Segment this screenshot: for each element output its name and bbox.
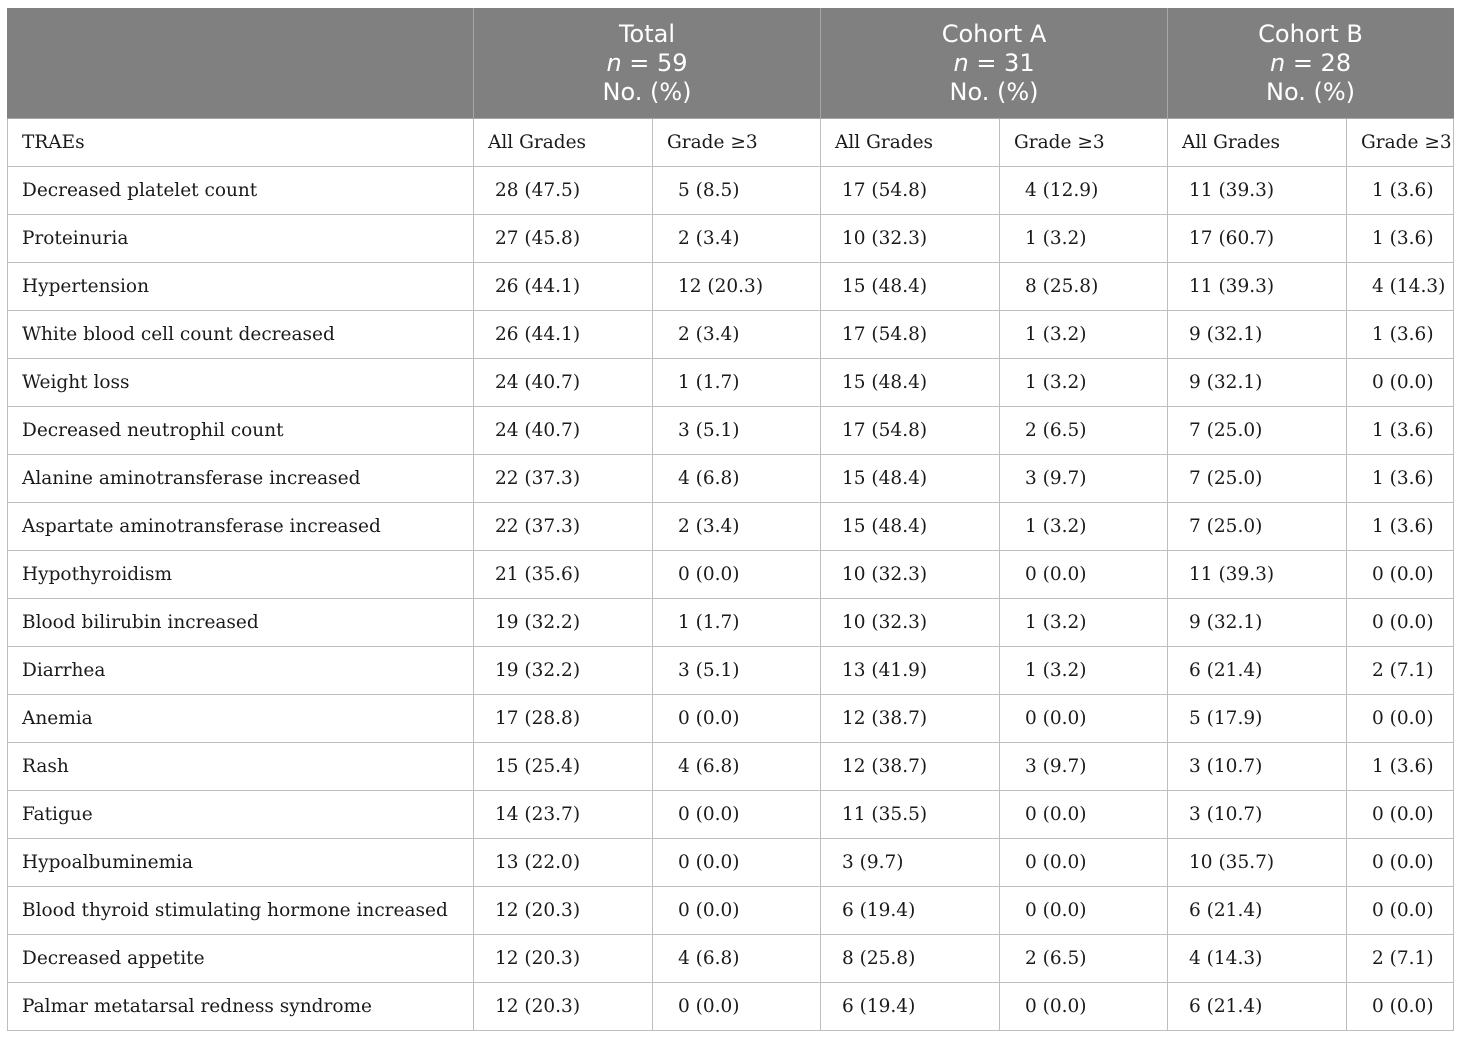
- cell-total-grade3: 3 (5.1): [653, 647, 821, 695]
- subheader-cohort-b-grade3: Grade ≥3: [1347, 119, 1454, 167]
- cell-cohort-b-all-grades: 3 (10.7): [1168, 791, 1347, 839]
- cell-total-grade3: 12 (20.3): [653, 263, 821, 311]
- cell-total-grade3: 0 (0.0): [653, 695, 821, 743]
- table-row: [8, 503, 1454, 551]
- cell-cohort-b-all-grades: 5 (17.9): [1168, 695, 1347, 743]
- cell-trae-name: Decreased platelet count: [8, 167, 474, 215]
- table-row: [8, 359, 1454, 407]
- cell-cohort-a-all-grades: 15 (48.4): [821, 455, 1000, 503]
- cell-cohort-a-grade3: 2 (6.5): [1000, 935, 1168, 983]
- cell-total-all-grades: 19 (32.2): [474, 647, 653, 695]
- cell-cohort-a-all-grades: 12 (38.7): [821, 695, 1000, 743]
- cell-cohort-a-all-grades: 17 (54.8): [821, 167, 1000, 215]
- group-header-row: [8, 9, 1454, 119]
- cell-trae-name: Alanine aminotransferase increased: [8, 455, 474, 503]
- cell-trae-name: White blood cell count decreased: [8, 311, 474, 359]
- cell-cohort-a-all-grades: 17 (54.8): [821, 407, 1000, 455]
- group-header-cohort-b: [1168, 9, 1454, 119]
- table-row: [8, 791, 1454, 839]
- cell-cohort-a-grade3: 4 (12.9): [1000, 167, 1168, 215]
- cell-trae-name: Palmar metatarsal redness syndrome: [8, 983, 474, 1031]
- table-row: [8, 455, 1454, 503]
- cell-cohort-b-grade3: 0 (0.0): [1347, 599, 1454, 647]
- cell-total-all-grades: 19 (32.2): [474, 599, 653, 647]
- cell-trae-name: Anemia: [8, 695, 474, 743]
- cell-trae-name: Hypoalbuminemia: [8, 839, 474, 887]
- cell-total-grade3: 0 (0.0): [653, 551, 821, 599]
- cell-trae-name: Decreased neutrophil count: [8, 407, 474, 455]
- group-title: Cohort B: [1258, 20, 1363, 48]
- trae-table: [7, 8, 1454, 1031]
- cell-total-all-grades: 17 (28.8): [474, 695, 653, 743]
- group-title: Cohort A: [941, 20, 1047, 48]
- cell-total-grade3: 1 (1.7): [653, 359, 821, 407]
- cell-total-all-grades: 21 (35.6): [474, 551, 653, 599]
- cell-cohort-b-grade3: 0 (0.0): [1347, 791, 1454, 839]
- group-n: n = 59: [606, 49, 688, 77]
- cell-cohort-a-all-grades: 15 (48.4): [821, 263, 1000, 311]
- cell-trae-name: Blood thyroid stimulating hormone increased: [8, 887, 474, 935]
- cell-total-grade3: 4 (6.8): [653, 455, 821, 503]
- cell-total-all-grades: 28 (47.5): [474, 167, 653, 215]
- cell-cohort-b-all-grades: 3 (10.7): [1168, 743, 1347, 791]
- empty-corner-cell: [8, 9, 474, 119]
- cell-total-all-grades: 13 (22.0): [474, 839, 653, 887]
- cell-total-grade3: 2 (3.4): [653, 215, 821, 263]
- cell-cohort-b-grade3: 0 (0.0): [1347, 551, 1454, 599]
- cell-cohort-b-grade3: 0 (0.0): [1347, 695, 1454, 743]
- cell-trae-name: Diarrhea: [8, 647, 474, 695]
- cell-trae-name: Aspartate aminotransferase increased: [8, 503, 474, 551]
- cell-total-grade3: 0 (0.0): [653, 839, 821, 887]
- table-row: [8, 215, 1454, 263]
- cell-cohort-a-grade3: 8 (25.8): [1000, 263, 1168, 311]
- cell-cohort-b-grade3: 1 (3.6): [1347, 503, 1454, 551]
- cell-total-all-grades: 15 (25.4): [474, 743, 653, 791]
- cell-trae-name: Fatigue: [8, 791, 474, 839]
- cell-cohort-a-grade3: 1 (3.2): [1000, 599, 1168, 647]
- cell-cohort-a-all-grades: 3 (9.7): [821, 839, 1000, 887]
- cell-total-all-grades: 12 (20.3): [474, 887, 653, 935]
- cell-cohort-b-grade3: 1 (3.6): [1347, 167, 1454, 215]
- cell-cohort-b-all-grades: 11 (39.3): [1168, 167, 1347, 215]
- table-body: [8, 119, 1454, 1031]
- cell-trae-name: Decreased appetite: [8, 935, 474, 983]
- cell-cohort-a-grade3: 1 (3.2): [1000, 647, 1168, 695]
- cell-cohort-a-all-grades: 10 (32.3): [821, 215, 1000, 263]
- cell-total-all-grades: 14 (23.7): [474, 791, 653, 839]
- cell-total-all-grades: 12 (20.3): [474, 935, 653, 983]
- cell-cohort-b-grade3: 0 (0.0): [1347, 983, 1454, 1031]
- cell-cohort-a-all-grades: 10 (32.3): [821, 551, 1000, 599]
- cell-cohort-b-grade3: 1 (3.6): [1347, 455, 1454, 503]
- cell-trae-name: Rash: [8, 743, 474, 791]
- cell-cohort-b-grade3: 0 (0.0): [1347, 887, 1454, 935]
- cell-cohort-b-all-grades: 11 (39.3): [1168, 263, 1347, 311]
- table-row: [8, 407, 1454, 455]
- cell-cohort-b-grade3: 2 (7.1): [1347, 935, 1454, 983]
- table-row: [8, 743, 1454, 791]
- cell-trae-name: Hypothyroidism: [8, 551, 474, 599]
- subheader-traes: TRAEs: [8, 119, 474, 167]
- cell-trae-name: Weight loss: [8, 359, 474, 407]
- cell-cohort-b-grade3: 0 (0.0): [1347, 359, 1454, 407]
- cell-cohort-b-all-grades: 7 (25.0): [1168, 503, 1347, 551]
- table-row: [8, 647, 1454, 695]
- cell-total-all-grades: 26 (44.1): [474, 311, 653, 359]
- cell-cohort-a-grade3: 2 (6.5): [1000, 407, 1168, 455]
- cell-cohort-a-all-grades: 6 (19.4): [821, 887, 1000, 935]
- group-unit: No. (%): [949, 78, 1039, 106]
- group-unit: No. (%): [1266, 78, 1356, 106]
- cell-cohort-a-grade3: 0 (0.0): [1000, 695, 1168, 743]
- group-n: n = 28: [1269, 49, 1352, 77]
- cell-total-all-grades: 22 (37.3): [474, 503, 653, 551]
- cell-cohort-a-grade3: 0 (0.0): [1000, 983, 1168, 1031]
- cell-cohort-b-grade3: 2 (7.1): [1347, 647, 1454, 695]
- cell-cohort-b-grade3: 4 (14.3): [1347, 263, 1454, 311]
- cell-total-grade3: 2 (3.4): [653, 311, 821, 359]
- cell-cohort-b-all-grades: 9 (32.1): [1168, 311, 1347, 359]
- cell-cohort-a-grade3: 3 (9.7): [1000, 743, 1168, 791]
- subheader-cohort-b-all-grades: All Grades: [1168, 119, 1347, 167]
- cell-cohort-b-grade3: 1 (3.6): [1347, 215, 1454, 263]
- cell-cohort-a-all-grades: 17 (54.8): [821, 311, 1000, 359]
- group-title: Total: [618, 20, 676, 48]
- cell-cohort-a-grade3: 0 (0.0): [1000, 551, 1168, 599]
- cell-cohort-b-all-grades: 6 (21.4): [1168, 983, 1347, 1031]
- cell-total-grade3: 1 (1.7): [653, 599, 821, 647]
- cell-total-all-grades: 22 (37.3): [474, 455, 653, 503]
- table-row: [8, 167, 1454, 215]
- table-row: [8, 983, 1454, 1031]
- cell-cohort-b-all-grades: 10 (35.7): [1168, 839, 1347, 887]
- cell-total-grade3: 0 (0.0): [653, 887, 821, 935]
- cell-cohort-a-grade3: 1 (3.2): [1000, 359, 1168, 407]
- cell-total-all-grades: 24 (40.7): [474, 407, 653, 455]
- table-row: [8, 551, 1454, 599]
- table-row: [8, 935, 1454, 983]
- cell-trae-name: Hypertension: [8, 263, 474, 311]
- table-header: [8, 9, 1454, 119]
- cell-cohort-a-grade3: 0 (0.0): [1000, 839, 1168, 887]
- cell-total-all-grades: 24 (40.7): [474, 359, 653, 407]
- group-n: n = 31: [953, 49, 1035, 77]
- cell-cohort-a-all-grades: 13 (41.9): [821, 647, 1000, 695]
- subheader-cohort-a-grade3: Grade ≥3: [1000, 119, 1168, 167]
- cell-cohort-b-grade3: 0 (0.0): [1347, 839, 1454, 887]
- cell-trae-name: Blood bilirubin increased: [8, 599, 474, 647]
- cell-cohort-b-all-grades: 11 (39.3): [1168, 551, 1347, 599]
- table-row: [8, 311, 1454, 359]
- cell-cohort-a-all-grades: 12 (38.7): [821, 743, 1000, 791]
- cell-cohort-a-grade3: 0 (0.0): [1000, 791, 1168, 839]
- cell-cohort-b-all-grades: 4 (14.3): [1168, 935, 1347, 983]
- cell-cohort-a-all-grades: 15 (48.4): [821, 503, 1000, 551]
- cell-cohort-b-all-grades: 6 (21.4): [1168, 647, 1347, 695]
- group-header-cohort-a: [821, 9, 1168, 119]
- subheader-cohort-a-all-grades: All Grades: [821, 119, 1000, 167]
- cell-cohort-b-all-grades: 7 (25.0): [1168, 455, 1347, 503]
- cell-cohort-a-all-grades: 15 (48.4): [821, 359, 1000, 407]
- cell-cohort-b-all-grades: 6 (21.4): [1168, 887, 1347, 935]
- cell-total-grade3: 3 (5.1): [653, 407, 821, 455]
- cell-total-grade3: 4 (6.8): [653, 743, 821, 791]
- group-unit: No. (%): [602, 78, 692, 106]
- cell-total-all-grades: 26 (44.1): [474, 263, 653, 311]
- cell-cohort-a-all-grades: 11 (35.5): [821, 791, 1000, 839]
- cell-cohort-b-grade3: 1 (3.6): [1347, 311, 1454, 359]
- group-header-total: [474, 9, 821, 119]
- cell-cohort-a-grade3: 1 (3.2): [1000, 311, 1168, 359]
- subheader-total-grade3: Grade ≥3: [653, 119, 821, 167]
- subheader-total-all-grades: All Grades: [474, 119, 653, 167]
- subheader-row: [8, 119, 1454, 167]
- cell-cohort-a-grade3: 1 (3.2): [1000, 503, 1168, 551]
- cell-cohort-b-all-grades: 9 (32.1): [1168, 359, 1347, 407]
- cell-total-grade3: 2 (3.4): [653, 503, 821, 551]
- table-row: [8, 695, 1454, 743]
- table-row: [8, 263, 1454, 311]
- cell-cohort-a-all-grades: 6 (19.4): [821, 983, 1000, 1031]
- cell-total-grade3: 0 (0.0): [653, 791, 821, 839]
- cell-cohort-b-all-grades: 9 (32.1): [1168, 599, 1347, 647]
- cell-trae-name: Proteinuria: [8, 215, 474, 263]
- cell-cohort-a-grade3: 0 (0.0): [1000, 887, 1168, 935]
- cell-cohort-a-all-grades: 10 (32.3): [821, 599, 1000, 647]
- table-row: [8, 839, 1454, 887]
- cell-cohort-a-all-grades: 8 (25.8): [821, 935, 1000, 983]
- cell-total-grade3: 0 (0.0): [653, 983, 821, 1031]
- cell-cohort-b-grade3: 1 (3.6): [1347, 407, 1454, 455]
- cell-cohort-b-grade3: 1 (3.6): [1347, 743, 1454, 791]
- cell-cohort-a-grade3: 1 (3.2): [1000, 215, 1168, 263]
- cell-cohort-b-all-grades: 7 (25.0): [1168, 407, 1347, 455]
- cell-total-all-grades: 27 (45.8): [474, 215, 653, 263]
- cell-total-grade3: 5 (8.5): [653, 167, 821, 215]
- table-row: [8, 599, 1454, 647]
- cell-cohort-b-all-grades: 17 (60.7): [1168, 215, 1347, 263]
- cell-total-grade3: 4 (6.8): [653, 935, 821, 983]
- cell-cohort-a-grade3: 3 (9.7): [1000, 455, 1168, 503]
- table-row: [8, 887, 1454, 935]
- cell-total-all-grades: 12 (20.3): [474, 983, 653, 1031]
